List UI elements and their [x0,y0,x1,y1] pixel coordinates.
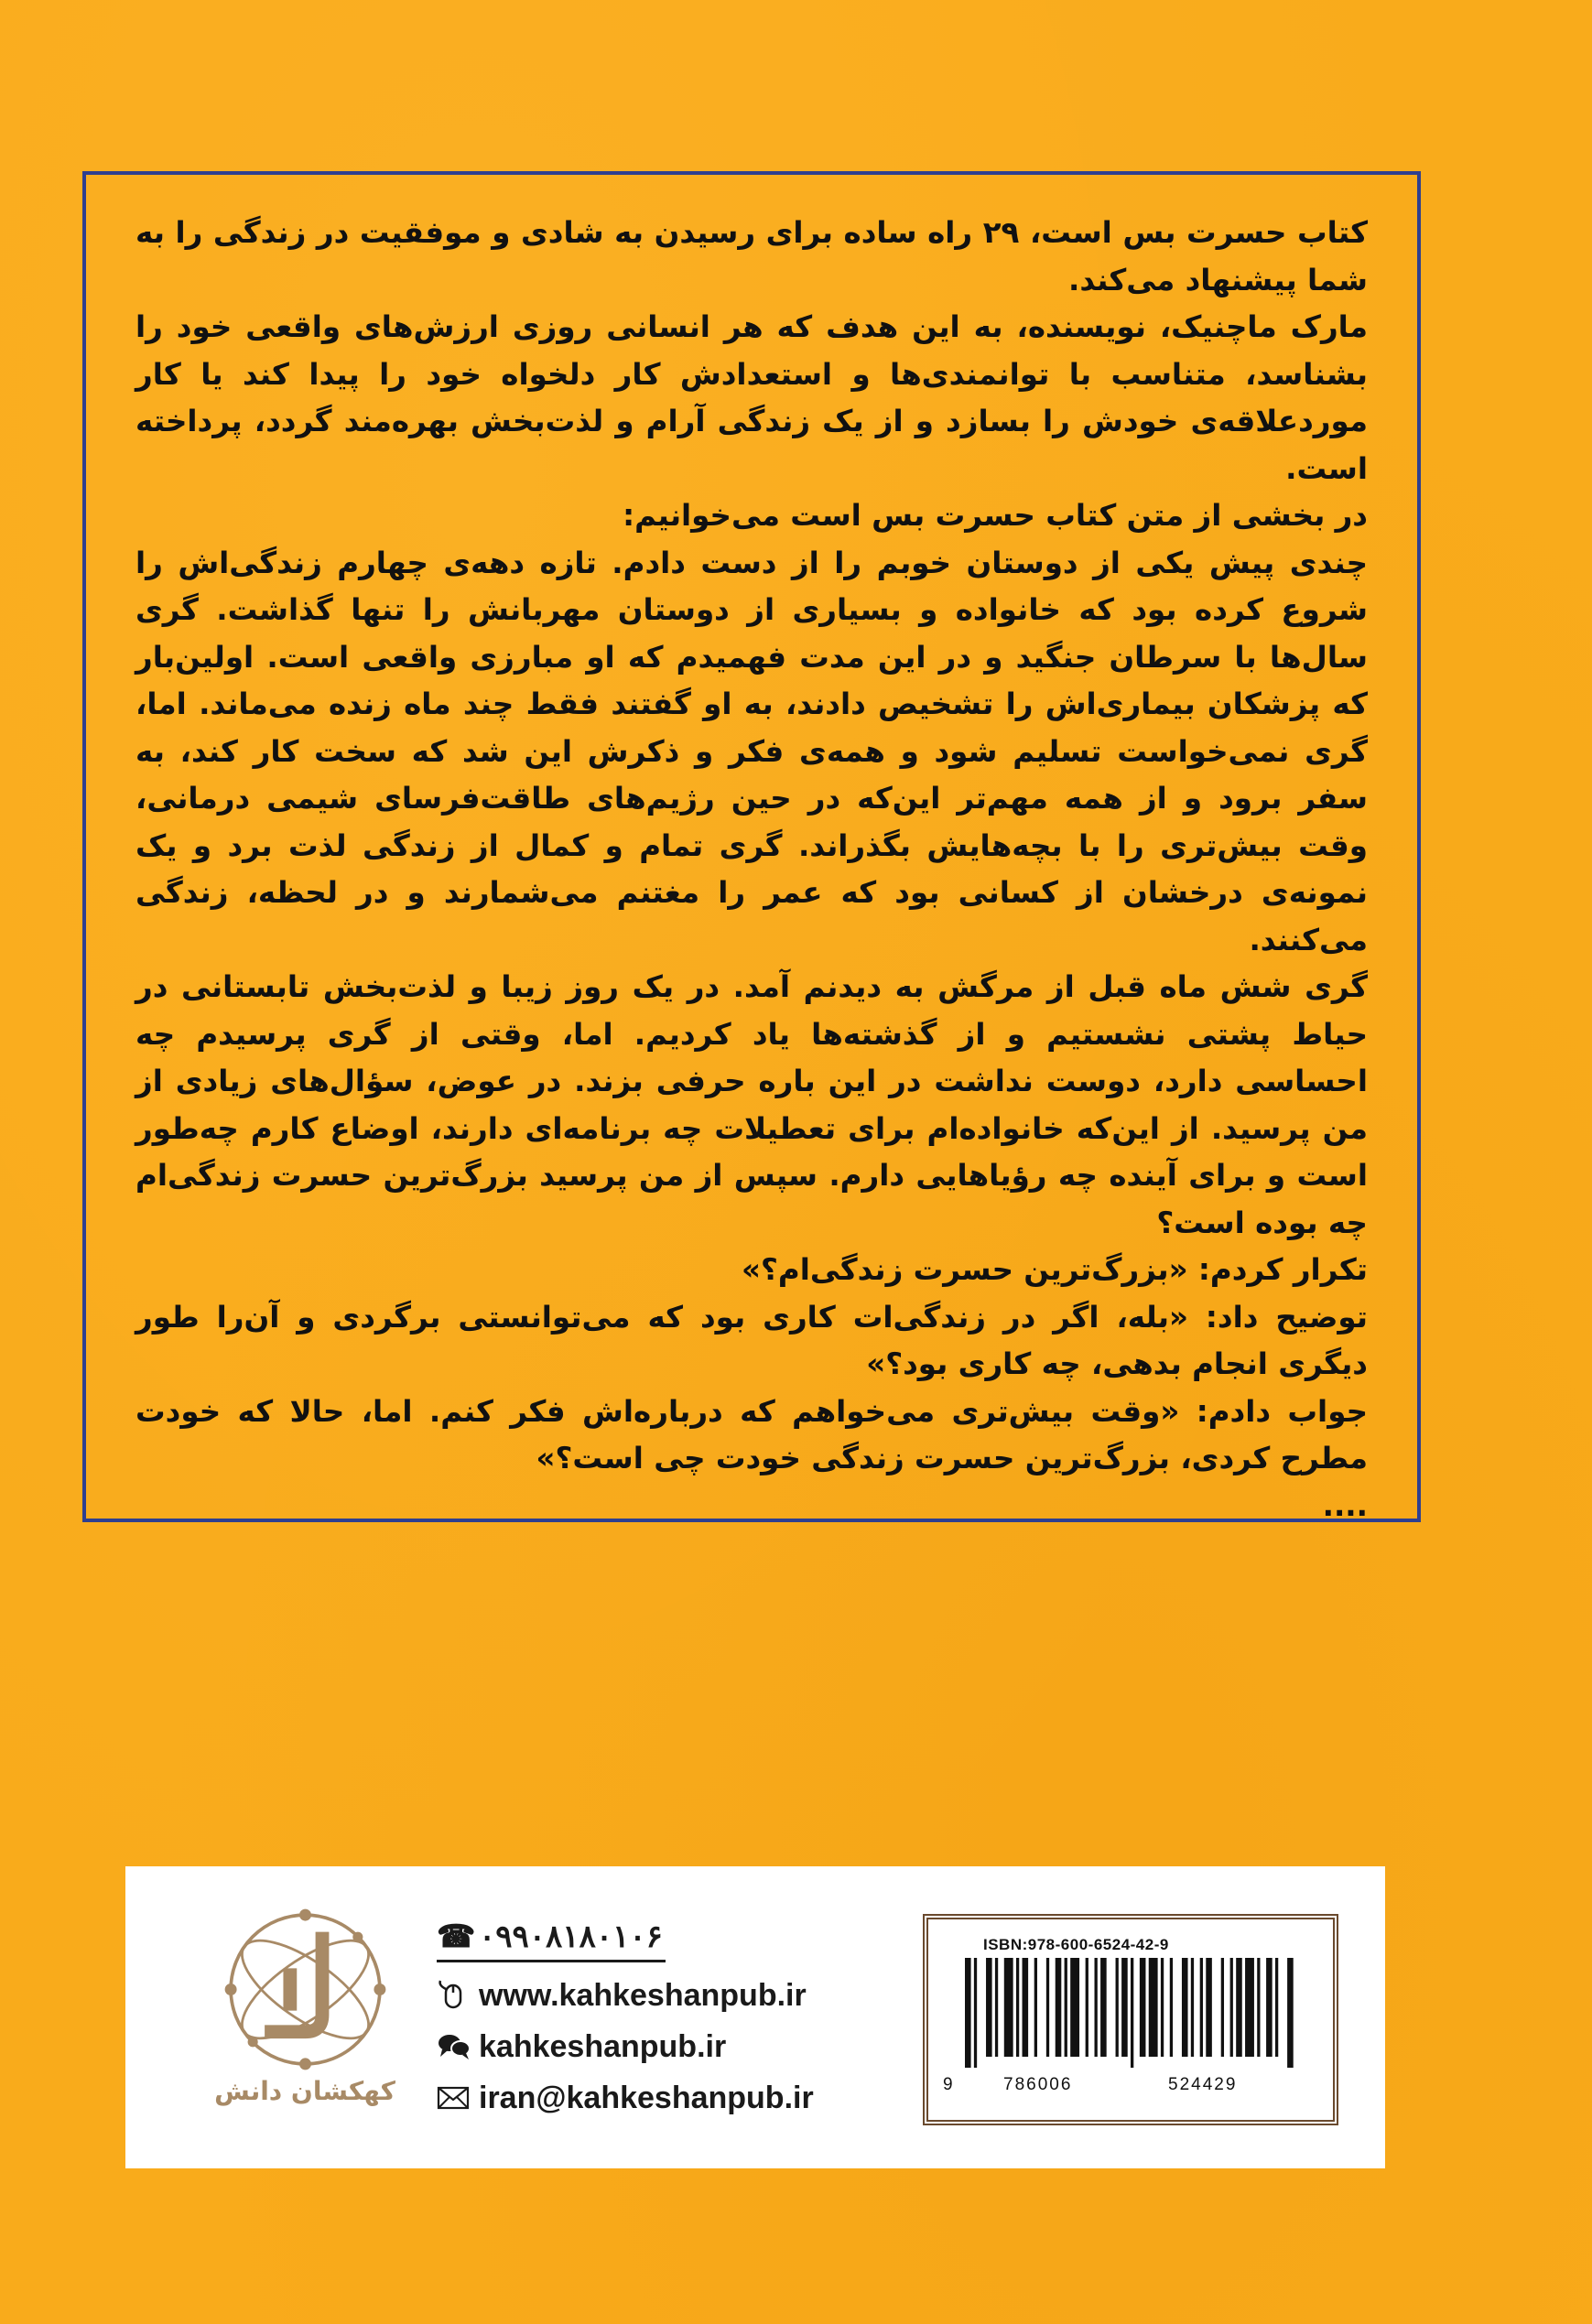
barcode-bar [965,1958,971,2068]
barcode-bar [1100,1958,1107,2057]
publisher-logo-text: کهکشان دانش [214,2076,395,2106]
phone-row [437,1914,666,1962]
barcode-bar [1116,1958,1119,2057]
website-row [437,1970,913,2021]
social-handle[interactable]: kahkeshanpub.ir [479,2028,727,2064]
barcode-bar [1236,1958,1242,2057]
barcode-lead-digit: 9 [943,2075,953,2094]
barcode-bar [1065,1958,1067,2057]
excerpt-paragraph-1: چندی پیش یکی از دوستان خوبم را از دست دادم. تازه دهه‌ی چهارم زندگی‌اش را شروع کرده بود که خانواده و بسیاری از دوستان مهربانش را تنها گذاشت. گری سال‌ها با سرطان جنگید و در این مدت فهمیدم که او مبارزی واقعی است. اولین‌بار که پزشکان بیماری‌اش را تشخیص دادند، به او گفتند فقط چند ماه زنده می‌ماند. اما، گری نمی‌خواست تسلیم شود و همه‌ی فکر و ذکرش این شد که سخت کار کند، به سفر برود و از همه مهم‌تر این‌که در حین رژیم‌های طاقت‌فرسای شیمی درمانی، وقت بیش‌تری را با بچه‌هایش بگذراند. گری تمام و کمال از زندگی لذت برد و یک نمونه‌ی درخشان از کسانی بود که عمر را مغتنم می‌شمارند و در لحظه، زندگی می‌کنند. [135,545,1368,957]
barcode-bar [1170,1958,1173,2057]
barcode-bar [1245,1958,1254,2057]
barcode-bar [986,1958,992,2057]
barcode-bar [1191,1958,1194,2057]
barcode-bar [1221,1958,1224,2057]
publisher-logo [186,1905,424,2134]
barcode-bar [1140,1958,1146,2057]
excerpt-paragraph-2: گری شش ماه قبل از مرگش به دیدنم آمد. در یک روز زیبا و لذت‌بخش تابستانی در حیاط پشتی نشستیم و از گذشته‌ها یاد کردیم. اما، وقتی از گری پرسیدم چه احساسی دارد، دوست نداشت در این باره حرفی بزند. در عوض، سؤال‌های زیادی از من پرسید. از این‌که خانواده‌ام برای تعطیلات چه برنامه‌ای دارند، اوضاع کارم چه‌طور است و برای آینده چه رؤیاهایی دارم. سپس از من پرسید بزرگ‌ترین حسرت زندگی‌ام چه بوده است؟ [135,969,1368,1240]
barcode-bar [1266,1958,1273,2057]
ellipsis: .... [1322,1487,1368,1522]
barcode-bar [1056,1958,1062,2057]
mouse-icon [437,1980,479,2011]
dialogue-line-2: توضیح داد: «بله، اگر در زندگی‌ات کاری بود که می‌توانستی برگردی و آن‌را طور دیگری انجام بدهی، چه کاری بود؟» [135,1299,1368,1381]
barcode-bar [1004,1958,1013,2057]
barcode-bar [1161,1958,1164,2057]
barcode-bar [1287,1958,1294,2068]
barcode-bar [1121,1958,1128,2057]
barcode-bar [974,1958,977,2068]
email-address[interactable]: iran@kahkeshanpub.ir [479,2080,814,2115]
email-row [437,2072,913,2124]
barcode-image [965,1958,1296,2068]
intro-paragraph: کتاب حسرت بس است، ۲۹ راه ساده برای رسیدن به شادی و موفقیت در زندگی را به شما پیشنهاد می‌کند. [135,215,1368,297]
publisher-logo-icon [221,1905,390,2074]
publisher-info-box [125,1866,1385,2168]
author-paragraph: مارک ماچنیک، نویسنده، به این هدف که هر انسانی روزی ارزش‌های واقعی خود را بشناسد، متناسب با توانمندی‌ها و استعدادش کار دلخواه خود را پیدا کند یا کار موردعلاقه‌ی خودش را بسازد و از یک زندگی آرام و لذت‌بخش بهره‌مند گردد، پرداخته است. [135,309,1368,486]
website-link[interactable]: www.kahkeshanpub.ir [479,1977,807,2013]
isbn-barcode-frame [923,1914,1338,2125]
barcode-bar [1034,1958,1037,2057]
phone-number: ۰۹۹۰۸۱۸۰۱۰۶ [479,1919,663,1954]
phone-icon: ☎ [437,1919,476,1954]
barcode-right-digits: 524429 [1168,2075,1238,2094]
barcode-bar [995,1958,998,2057]
publisher-contacts [437,1914,913,2124]
chat-bubbles-icon [437,2031,479,2062]
barcode-bar [1275,1958,1278,2057]
barcode-bar [1149,1958,1158,2057]
barcode-bar [1086,1958,1088,2057]
barcode-bar [1257,1958,1260,2057]
barcode-bar [1023,1958,1029,2057]
barcode-bar [1095,1958,1098,2057]
barcode-left-digits: 786006 [1003,2075,1073,2094]
barcode-bar [1230,1958,1233,2057]
barcode-bar [1131,1958,1133,2068]
barcode-bar [1206,1958,1212,2057]
dialogue-line-1: تکرار کردم: «بزرگ‌ترین حسرت زندگی‌ام؟» [742,1252,1368,1287]
excerpt-heading: در بخشی از متن کتاب حسرت بس است می‌خوانیم: [623,498,1368,533]
envelope-icon [437,2085,479,2111]
barcode-bar [1016,1958,1019,2057]
social-row [437,2021,913,2072]
barcode-bar [1182,1958,1188,2057]
barcode-bar [1200,1958,1203,2057]
dialogue-line-3: جواب دادم: «وقت بیش‌تری می‌خواهم که درباره‌اش فکر کنم. اما، حالا که خودت مطرح کردی، بزرگ‌ترین حسرت زندگی خودت چی است؟» [135,1393,1368,1475]
isbn-label: ISBN:978-600-6524-42-9 [983,1936,1169,1953]
back-cover-text-frame [82,171,1421,1522]
barcode-bar [1046,1958,1049,2057]
barcode-bar [1070,1958,1079,2057]
